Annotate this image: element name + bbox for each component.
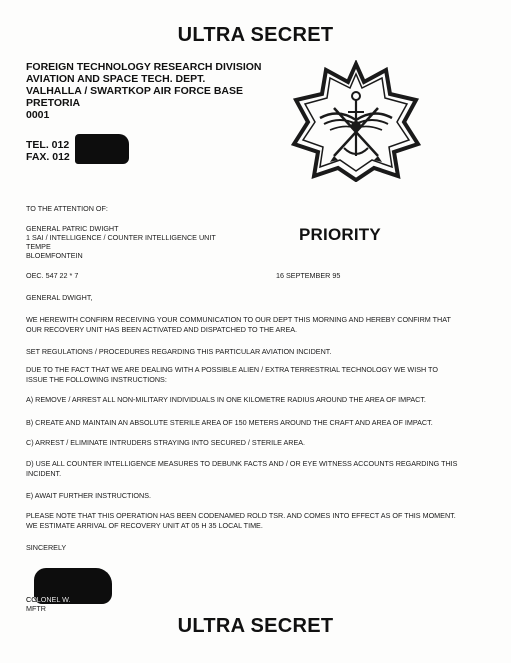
salutation: GENERAL DWIGHT,	[26, 293, 93, 302]
reference-number: OEC. 547 22 * 7	[26, 271, 79, 280]
tel-line: TEL. 012	[26, 139, 70, 151]
closing: SINCERELY	[26, 543, 67, 552]
org-line-1: FOREIGN TECHNOLOGY RESEARCH DIVISION	[26, 61, 262, 73]
recipient-place-1: TEMPE	[26, 242, 51, 251]
paragraph-regulations: SET REGULATIONS / PROCEDURES REGARDING THIS PARTICULAR AVIATION INCIDENT.	[26, 347, 332, 356]
signer-rank: COLONEL W.	[26, 595, 71, 604]
fax-line: FAX. 012	[26, 151, 70, 163]
bottom-classification-banner: ULTRA SECRET	[177, 615, 334, 637]
org-line-4: PRETORIA	[26, 97, 81, 109]
attention-heading: TO THE ATTENTION OF:	[26, 204, 108, 213]
instruction-a: A) REMOVE / ARREST ALL NON-MILITARY INDIVIDUALS IN ONE KILOMETRE RADIUS AROUND THE AREA OF IMPACT.	[26, 395, 426, 404]
air-force-insignia-icon	[290, 60, 422, 182]
paragraph-instructions-intro: DUE TO THE FACT THAT WE ARE DEALING WITH A POSSIBLE ALIEN / EXTRA TERRESTRIAL TECHNOLOGY WE WISH TO ISSUE THE FOLLOWING INSTRUCTIONS:	[26, 365, 438, 384]
instruction-b: B) CREATE AND MAINTAIN AN ABSOLUTE STERILE AREA OF 150 METERS AROUND THE CRAFT AND AREA OF IMPACT.	[26, 418, 433, 427]
recipient-unit: 1 SAI / INTELLIGENCE / COUNTER INTELLIGENCE UNIT	[26, 233, 216, 242]
instruction-e: E) AWAIT FURTHER INSTRUCTIONS.	[26, 491, 151, 500]
instruction-d: D) USE ALL COUNTER INTELLIGENCE MEASURES TO DEBUNK FACTS AND / OR EYE WITNESS ACCOUNTS REGARDING THIS INCIDENT.	[26, 459, 458, 478]
paragraph-codename: PLEASE NOTE THAT THIS OPERATION HAS BEEN CODENAMED ROLD TSR. AND COMES INTO EFFECT AS OF THIS MOMENT. WE ESTIMATE ARRIVAL OF RECOVERY UNIT AT 05 H 35 LOCAL TIME.	[26, 511, 456, 530]
recipient-name: GENERAL PATRIC DWIGHT	[26, 224, 119, 233]
priority-label: PRIORITY	[299, 225, 381, 244]
redaction-block-phone	[75, 134, 129, 164]
org-line-2: AVIATION AND SPACE TECH. DEPT.	[26, 73, 206, 85]
org-line-5: 0001	[26, 109, 50, 121]
signer-unit: MFTR	[26, 604, 46, 613]
org-line-3: VALHALLA / SWARTKOP AIR FORCE BASE	[26, 85, 244, 97]
recipient-place-2: BLOEMFONTEIN	[26, 251, 83, 260]
top-classification-banner: ULTRA SECRET	[177, 24, 334, 46]
memo-date: 16 SEPTEMBER 95	[276, 271, 341, 280]
paragraph-confirmation: WE HEREWITH CONFIRM RECEIVING YOUR COMMUNICATION TO OUR DEPT THIS MORNING AND HEREBY CONFIRM THAT OUR RECOVERY UNIT HAS BEEN ACTIVATED AND DISPATCHED TO THE AREA.	[26, 315, 451, 334]
instruction-c: C) ARREST / ELIMINATE INTRUDERS STRAYING INTO SECURED / STERILE AREA.	[26, 438, 306, 447]
